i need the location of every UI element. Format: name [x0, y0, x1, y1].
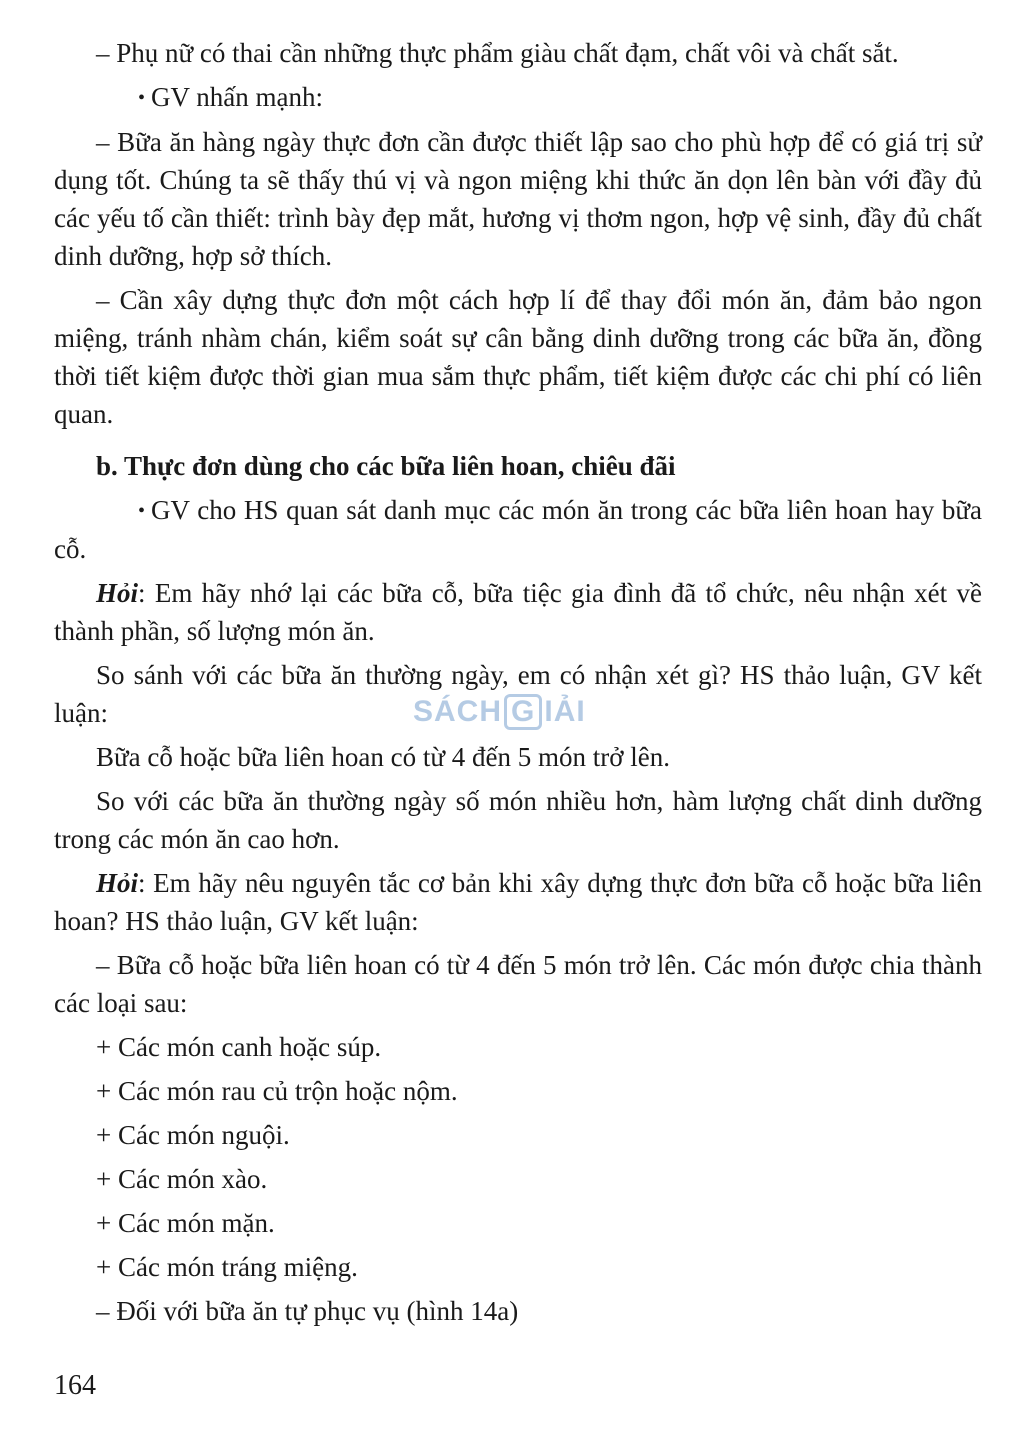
- list-item: + Các món xào.: [96, 1164, 268, 1194]
- list-item: + Các món rau củ trộn hoặc nộm.: [96, 1076, 458, 1106]
- paragraph-pregnant-women: – Phụ nữ có thai cần những thực phẩm giàu chất đạm, chất vôi và chất sắt.: [96, 38, 899, 68]
- watermark-box-letter: G: [504, 694, 542, 730]
- paragraph-gv-observe-text: GV cho HS quan sát danh mục các món ăn trong các bữa liên hoan hay bữa cỗ.: [54, 495, 982, 564]
- list-item: + Các món canh hoặc súp.: [96, 1032, 382, 1062]
- question-label: Hỏi: [96, 578, 139, 608]
- paragraph-feast-dishes: Bữa cỗ hoặc bữa liên hoan có từ 4 đến 5 món trở lên.: [96, 742, 671, 772]
- question-paragraph-1: [54, 574, 982, 650]
- list-item: + Các món mặn.: [96, 1208, 275, 1238]
- question-text-1: : Em hãy nhớ lại các bữa cỗ, bữa tiệc gia đình đã tổ chức, nêu nhận xét về thành phần, số lượng món ăn.: [54, 578, 982, 646]
- question-text-2: : Em hãy nêu nguyên tắc cơ bản khi xây dựng thực đơn bữa cỗ hoặc bữa liên hoan? HS thảo luận, GV kết luận:: [54, 868, 982, 936]
- bullet-icon: •: [138, 87, 146, 109]
- paragraph-compare: So sánh với các bữa ăn thường ngày, em có nhận xét gì? HS thảo luận, GV kết luận:: [54, 660, 982, 728]
- bullet-icon: •: [138, 500, 146, 522]
- paragraph-gv-emphasis: [54, 78, 982, 117]
- paragraph-daily-menu: – Bữa ăn hàng ngày thực đơn cần được thiết lập sao cho phù hợp để có giá trị sử dụng tốt. Chúng ta sẽ thấy thú vị và ngon miệng khi thức ăn dọn lên bàn với đầy đủ các yếu tố cần thiết: trình bày đẹp mắt, hương vị thơm ngon, hợp vệ sinh, đầy đủ chất dinh dưỡng, hợp sở thích.: [54, 127, 982, 271]
- page-content: [54, 34, 982, 1336]
- dish-category-list: [54, 1028, 982, 1286]
- list-item: + Các món nguội.: [96, 1120, 290, 1150]
- paragraph-gv-observe: [54, 491, 982, 568]
- question-paragraph-2: [54, 864, 982, 940]
- paragraph-self-service: – Đối với bữa ăn tự phục vụ (hình 14a): [96, 1296, 519, 1326]
- watermark-right: IẢI: [544, 695, 586, 728]
- section-heading-b: b. Thực đơn dùng cho các bữa liên hoan, chiêu đãi: [96, 451, 676, 481]
- paragraph-compare-nutrition: So với các bữa ăn thường ngày số món nhiều hơn, hàm lượng chất dinh dưỡng trong các món ăn cao hơn.: [54, 786, 982, 854]
- paragraph-reasonable-menu: – Cần xây dựng thực đơn một cách hợp lí để thay đổi món ăn, đảm bảo ngon miệng, tránh nhàm chán, kiểm soát sự cân bằng dinh dưỡng trong các bữa ăn, đồng thời tiết kiệm được thời gian mua sắm thực phẩm, tiết kiệm được các chi phí có liên quan.: [54, 285, 982, 429]
- paragraph-feast-categories: – Bữa cỗ hoặc bữa liên hoan có từ 4 đến 5 món trở lên. Các món được chia thành các loại sau:: [54, 950, 982, 1018]
- watermark-left: SÁCH: [413, 695, 503, 728]
- list-item: + Các món tráng miệng.: [96, 1252, 358, 1282]
- page-number: 164: [54, 1370, 96, 1401]
- paragraph-gv-emphasis-text: GV nhấn mạnh:: [151, 82, 323, 112]
- question-label: Hỏi: [96, 868, 139, 898]
